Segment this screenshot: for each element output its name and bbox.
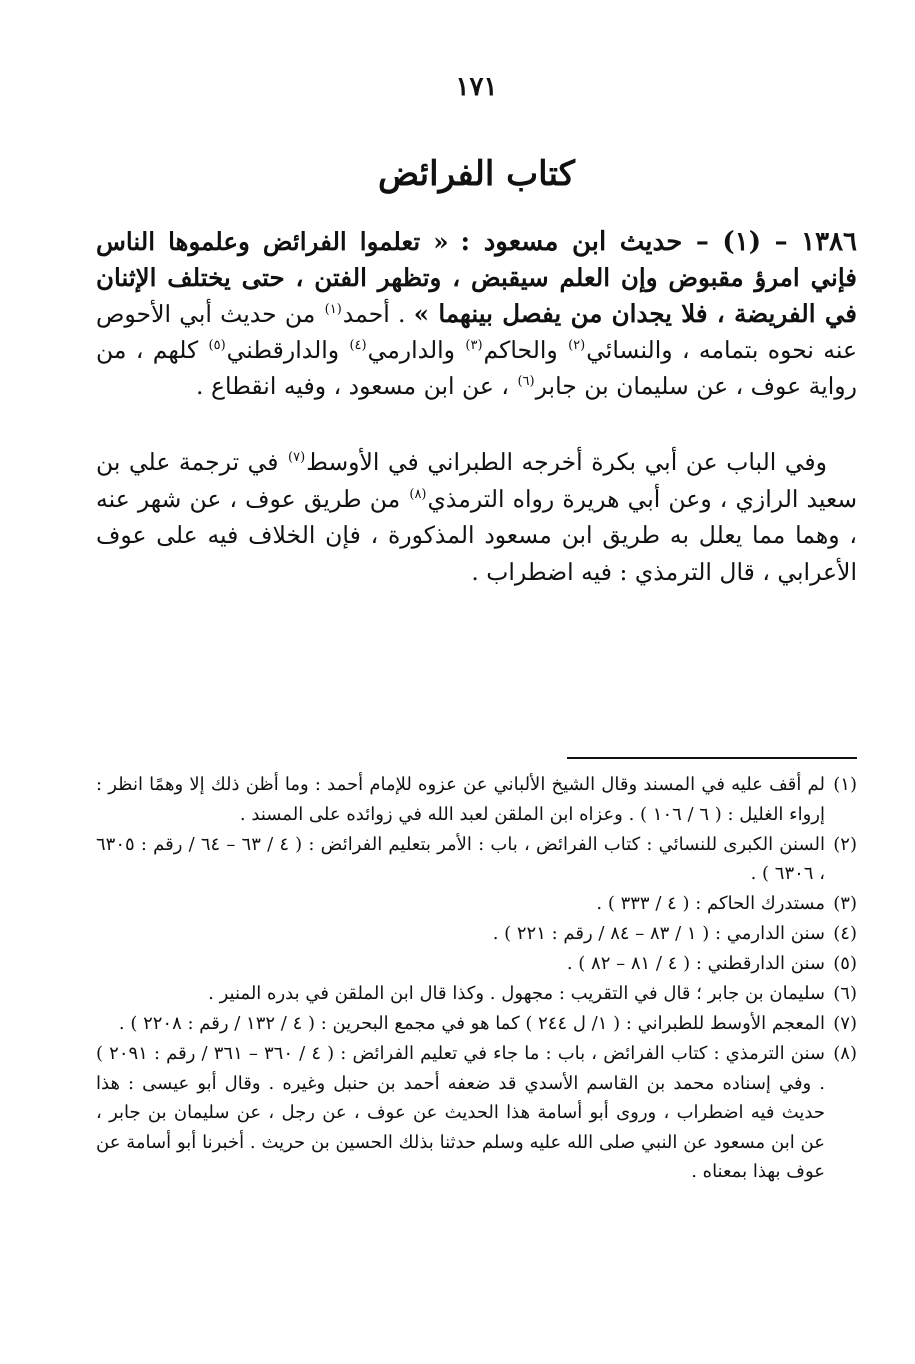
footnote-number: (٨) bbox=[833, 1043, 857, 1064]
footnote-text: مستدرك الحاكم : ( ٤ / ٣٣٣ ) . bbox=[596, 893, 825, 914]
takhrij-text: ، عن ابن مسعود ، وفيه انقطاع . bbox=[196, 372, 517, 400]
footnote-text: سليمان بن جابر ؛ قال في التقريب : مجهول . وكذا قال ابن الملقن في بدره المنير . bbox=[208, 983, 825, 1004]
footnote-number: (٤) bbox=[833, 923, 857, 944]
footnote-ref[interactable]: (١) bbox=[324, 302, 342, 318]
footnote-text: سنن الدارمي : ( ١ / ٨٣ – ٨٤ / رقم : ٢٢١ ) . bbox=[492, 923, 825, 944]
footnote-ref[interactable]: (٧) bbox=[288, 450, 306, 466]
footnote-item bbox=[96, 1039, 857, 1187]
footnote-item bbox=[96, 770, 857, 829]
footnote-number: (٦) bbox=[833, 983, 857, 1004]
takhrij-text: والدارمي bbox=[367, 336, 465, 364]
footnote-separator bbox=[567, 757, 857, 759]
footnote-item bbox=[96, 949, 857, 979]
bab-text: في ترجمة علي بن سعيد الرازي ، وعن أبي هريرة رواه الترمذي bbox=[96, 448, 858, 513]
footnote-ref[interactable]: (٣) bbox=[465, 338, 483, 354]
footnote-item bbox=[96, 919, 857, 949]
footnote-text: لم أقف عليه في المسند وقال الشيخ الألباني عن عزوه للإمام أحمد : وما أظن ذلك إلا وهمًا انظر : إرواء الغليل : ( ٦ / ١٠٦ ) . وعزاه ابن الملقن لعبد الله في زوائده على المسند . bbox=[96, 774, 825, 825]
footnote-text: السنن الكبرى للنسائي : كتاب الفرائض ، باب : الأمر بتعليم الفرائض : ( ٤ / ٦٣ – ٦٤ / رقم : ٦٣٠٥ ، ٦٣٠٦ ) . bbox=[96, 833, 825, 884]
takhrij-text: والدارقطني bbox=[226, 336, 349, 364]
footnote-item bbox=[96, 889, 857, 919]
footnote-text: سنن الدارقطني : ( ٤ / ٨١ – ٨٢ ) . bbox=[566, 953, 825, 974]
takhrij-text: . أحمد bbox=[342, 300, 414, 328]
footnote-number: (١) bbox=[833, 774, 857, 795]
page-number: ١٧١ bbox=[455, 72, 498, 102]
footnote-item bbox=[96, 1009, 857, 1039]
takhrij-text: كلهم ، من رواية عوف ، عن سليمان بن جابر bbox=[96, 336, 857, 400]
hadith-text: « تعلموا الفرائض وعلموها الناس فإني امرؤ مقبوض وإن العلم سيقبض ، وتظهر الفتن ، حتى يختلف الإثنان في الفريضة ، فلا يجدان من يفصل بينهما » bbox=[96, 227, 857, 328]
footnote-number: (٢) bbox=[833, 833, 857, 855]
footnote-item bbox=[96, 830, 857, 889]
footnote-number: (٧) bbox=[833, 1013, 857, 1034]
footnote-ref[interactable]: (٥) bbox=[208, 338, 226, 354]
footnote-number: (٥) bbox=[833, 953, 857, 974]
footnotes-list bbox=[96, 770, 857, 1187]
hadith-number-lead: ١٣٨٦ – (١) – حديث ابن مسعود : bbox=[460, 227, 857, 257]
footnote-ref[interactable]: (٦) bbox=[517, 374, 535, 390]
footnote-ref[interactable]: (٤) bbox=[349, 338, 367, 354]
chapter-title: كتاب الفرائض bbox=[378, 154, 575, 194]
takhrij-text: والحاكم bbox=[483, 336, 568, 364]
footnote-ref[interactable]: (٨) bbox=[409, 486, 427, 502]
footnote-text: سنن الترمذي : كتاب الفرائض ، باب : ما جاء في تعليم الفرائض : ( ٤ / ٣٦٠ – ٣٦١ / رقم : ٢٠٩١ ) . وفي إسناده محمد بن القاسم الأسدي قد ضعفه أحمد بن حنبل وغيره . وقال أبو عيسى : هذا حديث فيه اضطراب ، وروى أبو أسامة هذا الحديث عن عوف ، عن رجل ، عن سليمان بن جابر ، عن ابن مسعود عن النبي صلى الله عليه وسلم حدثنا بذلك الحسين بن حريث . أخبرنا أبو أسامة عن عوف بهذا بمعناه . bbox=[96, 1043, 826, 1182]
bab-text: من طريق عوف ، عن شهر عنه ، وهما مما يعلل به طريق ابن مسعود المذكورة ، فإن الخلاف فيه على عوف الأعرابي ، قال الترمذي : فيه اضطراب . bbox=[96, 484, 857, 586]
book-page bbox=[96, 0, 857, 1364]
footnote-item bbox=[96, 979, 857, 1009]
footnote-ref[interactable]: (٢) bbox=[568, 338, 586, 354]
takhrij-text: من حديث أبي الأحوص عنه نحوه بتمامه ، والنسائي bbox=[96, 300, 857, 364]
related-narrations-paragraph bbox=[96, 444, 857, 590]
hadith-paragraph bbox=[96, 224, 857, 404]
footnote-number: (٣) bbox=[833, 893, 857, 914]
bab-text: وفي الباب عن أبي بكرة أخرجه الطبراني في الأوسط bbox=[306, 448, 827, 476]
footnote-text: المعجم الأوسط للطبراني : ( ١/ ل ٢٤٤ ) كما هو في مجمع البحرين : ( ٤ / ١٣٢ / رقم : ٢٢٠٨ ) . bbox=[118, 1013, 825, 1034]
